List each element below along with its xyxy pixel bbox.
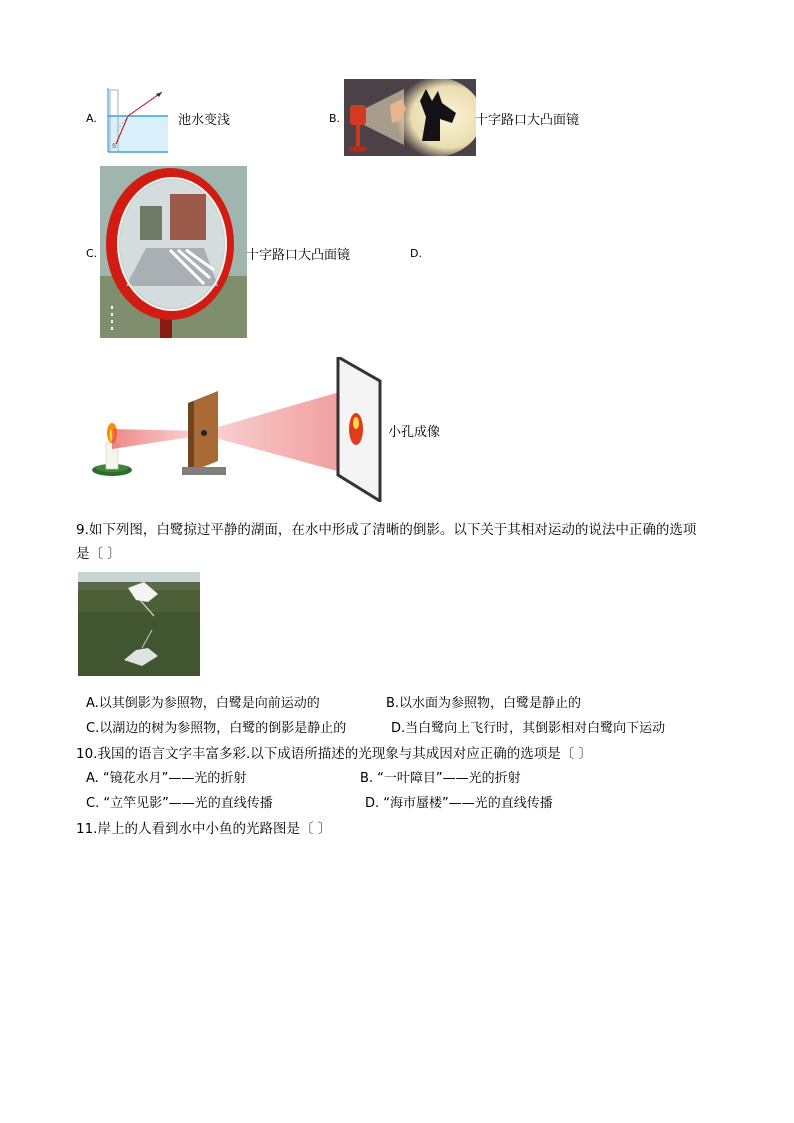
option-d-letter: D. [410,247,422,260]
q9-option-c: C.以湖边的树为参照物，白鹭的倒影是静止的 [86,721,347,736]
q9-stem-line1: 9.如下列图，白鹭掠过平静的湖面，在水中形成了清晰的倒影。以下关于其相对运动的说法中正确的选项 [76,522,697,538]
option-a-caption: 池水变浅 [178,113,231,128]
convex-mirror-photo [100,166,247,338]
option-c-caption: 十字路口大凸面镜 [246,248,351,263]
q10-option-c: C. “立竿见影”——光的直线传播 [86,796,273,811]
hand-shadow-photo [344,79,476,156]
q10-option-b: B. “一叶障目”——光的折射 [360,771,521,786]
q10-stem: 10.我国的语言文字丰富多彩.以下成语所描述的光现象与其成因对应正确的选项是〔 〕 [76,746,593,762]
pool-refraction-figure [104,86,172,156]
svg-text:S: S [112,144,117,150]
q9-option-b: B.以水面为参照物，白鹭是静止的 [386,696,582,711]
q9-stem-line2: 是〔 〕 [76,546,121,562]
q9-option-d: D.当白鹭向上飞行时，其倒影相对白鹭向下运动 [391,721,666,736]
q10-option-a: A. “镜花水月”——光的折射 [86,771,247,786]
option-b-caption: 十字路口大凸面镜 [475,113,580,128]
option-a-letter: A. [86,112,97,125]
q9-option-a: A.以其倒影为参照物，白鹭是向前运动的 [86,696,320,711]
q11-stem: 11.岸上的人看到水中小鱼的光路图是〔 〕 [76,821,332,837]
pinhole-imaging-figure [90,357,390,502]
q10-option-d: D. “海市蜃楼”——光的直线传播 [365,796,553,811]
option-d-caption: 小孔成像 [388,425,441,440]
egret-reflection-photo [78,572,200,676]
option-b-letter: B. [329,112,341,125]
option-c-letter: C. [86,247,98,260]
